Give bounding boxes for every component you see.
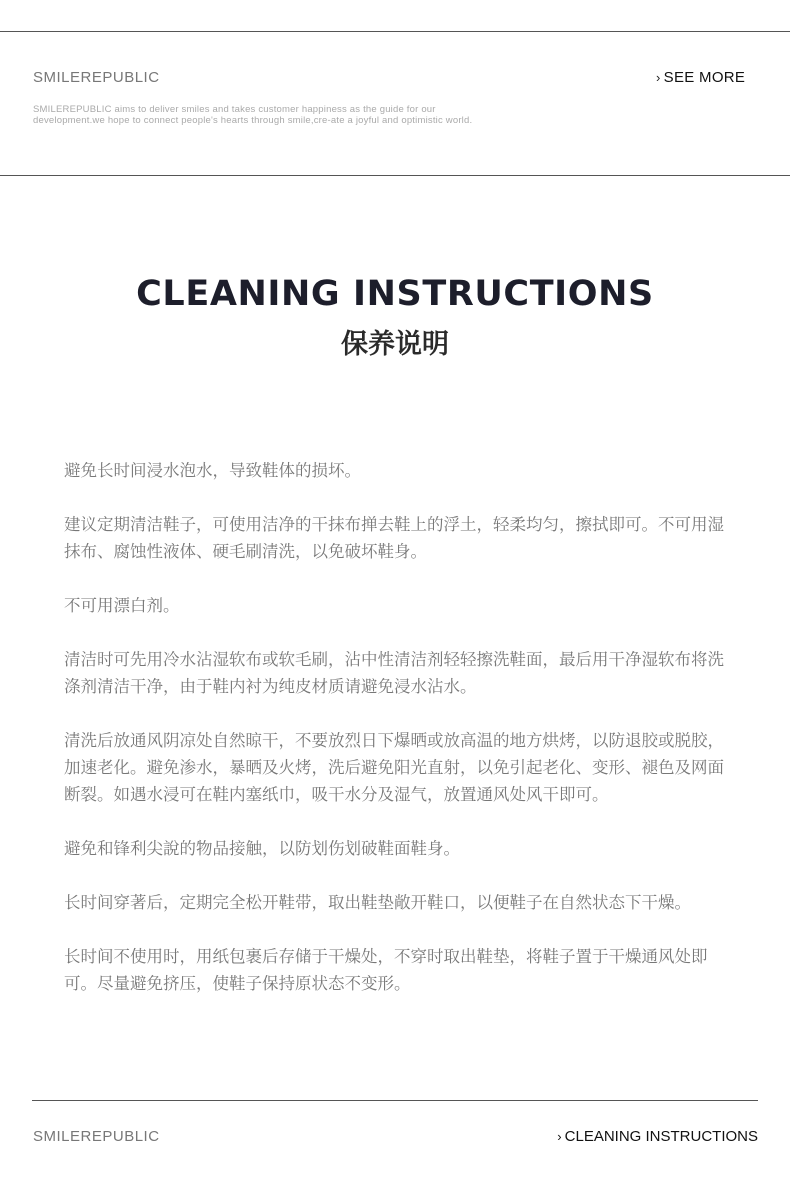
footer-cleaning-link[interactable] <box>557 1128 758 1145</box>
header-brand: SMILEREPUBLIC <box>33 69 160 86</box>
section-title-en: CLEANING INSTRUCTIONS <box>136 274 654 314</box>
instruction-paragraph: 长时间不使用时，用纸包裹后存储于干燥处，不穿时取出鞋垫，将鞋子置于干燥通风处即可。尽量避免挤压，使鞋子保持原状态不变形。 <box>64 948 708 993</box>
instruction-paragraph: 清洁时可先用冷水沾湿软布或软毛刷，沾中性清洁剂轻轻擦洗鞋面，最后用干净湿软布将洗涤剂清洁干净，由于鞋内衬为纯皮材质请避免浸水沾水。 <box>64 651 724 696</box>
instruction-paragraph: 长时间穿著后，定期完全松开鞋带，取出鞋垫敞开鞋口，以便鞋子在自然状态下干燥。 <box>64 894 691 912</box>
chevron-right-icon: › <box>656 70 661 85</box>
instructions-body <box>64 458 732 1025</box>
header-divider <box>0 175 790 176</box>
see-more-link[interactable] <box>656 69 745 86</box>
top-divider <box>0 31 790 32</box>
instruction-paragraph: 清洗后放通风阴凉处自然晾干，不要放烈日下爆晒或放高温的地方烘烤，以防退胶或脱胶，加速老化。避免渗水，暴晒及火烤，洗后避免阳光直射，以免引起老化、变形、褪色及网面断裂。如遇水浸可在鞋内塞纸巾，吸干水分及湿气，放置通风处风干即可。 <box>64 732 724 804</box>
section-title-cn: 保养说明 <box>341 329 449 359</box>
brand-tagline: SMILEREPUBLIC aims to deliver smiles and takes customer happiness as the guide for our development.we hope to connect people's hearts through smile,cre-ate a joyful and optimistic world. <box>33 104 473 126</box>
footer-divider <box>32 1100 758 1101</box>
footer-link-label: CLEANING INSTRUCTIONS <box>564 1128 758 1145</box>
instruction-paragraph: 避免长时间浸水泡水，导致鞋体的损坏。 <box>64 462 361 480</box>
instruction-paragraph: 建议定期清洁鞋子，可使用洁净的干抹布掸去鞋上的浮土，轻柔均匀，擦拭即可。不可用湿抹布、腐蚀性液体、硬毛刷清洗，以免破坏鞋身。 <box>64 516 724 561</box>
instruction-paragraph: 避免和锋利尖說的物品接触，以防划伤划破鞋面鞋身。 <box>64 840 460 858</box>
instruction-paragraph: 不可用漂白剂。 <box>64 597 180 615</box>
chevron-right-icon: › <box>557 1129 562 1144</box>
see-more-label: SEE MORE <box>663 69 746 86</box>
footer-brand: SMILEREPUBLIC <box>33 1128 160 1145</box>
